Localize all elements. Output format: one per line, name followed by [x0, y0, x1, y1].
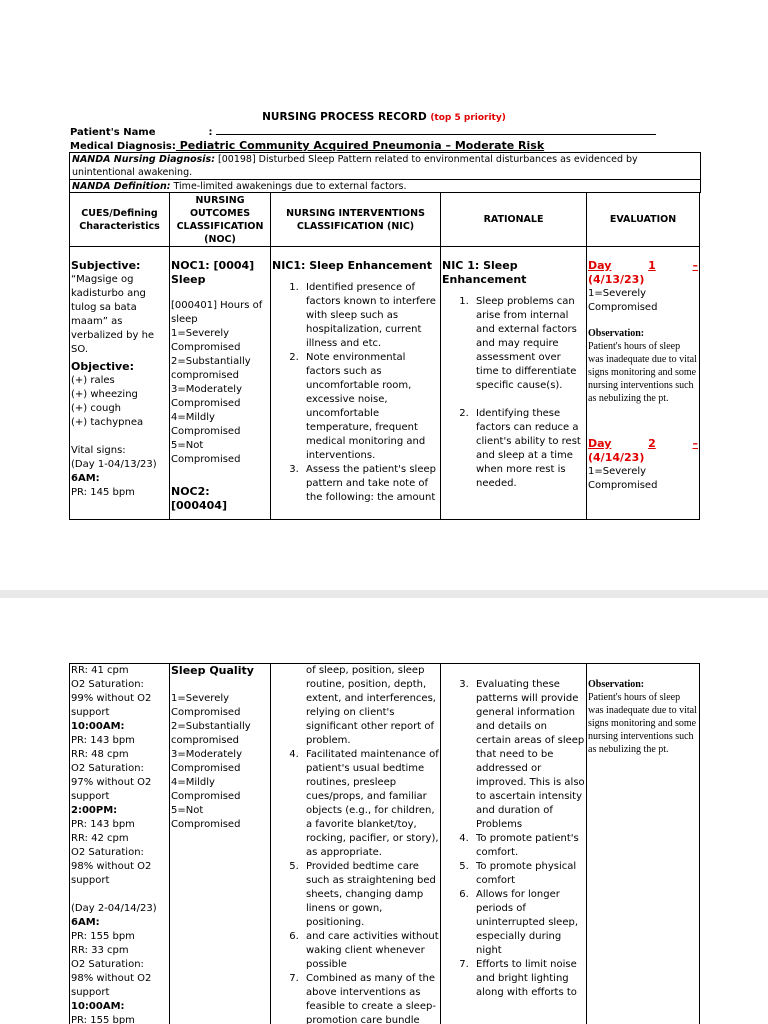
vital-day2: (Day 2-04/14/23): [71, 903, 157, 914]
scale-item: 4=Mildly Compromised: [171, 777, 241, 802]
noc2-title: NOC2: [000404]: [171, 485, 227, 512]
rationale-item: 2. Identifying these factors can reduce a client's ability to rest and sleep at a time when more rest is needed.: [472, 407, 585, 491]
header-nic: NURSING INTERVENTIONS CLASSIFICATION (NIC): [271, 193, 441, 247]
eval-day1-label: [588, 259, 698, 273]
eval-observation-label: Observation:: [588, 328, 645, 339]
vital-signs-label: Vital signs:: [71, 445, 126, 456]
rationale-item: 5. To promote physical comfort: [472, 860, 585, 888]
nic-item: 4. Facilitated maintenance of patient's usual bedtime routines, presleep cues/props, and familiar objects (e.g., for children, a favorite blanket/toy, rocking, pacifier, or story), as appropriate.: [302, 748, 439, 860]
vital-line: RR: 33 cpm: [71, 945, 129, 956]
vital-day1: (Day 1-04/13/23): [71, 459, 157, 470]
scale-item: 1=Severely Compromised: [171, 328, 241, 353]
vital-line: PR: 155 bpm: [71, 1015, 135, 1024]
scale-item: 5=Not Compromised: [171, 440, 241, 465]
vital-line: RR: 41 cpm: [71, 665, 129, 676]
vital-spacer: [71, 888, 168, 902]
nic-list: [272, 748, 439, 1024]
table-body-row: [70, 247, 700, 520]
noc-cell: [170, 664, 271, 1024]
eval-observation-label: Observation:: [588, 679, 645, 690]
vital-line: PR: 143 bpm: [71, 735, 135, 746]
rationale-item: 7. Efforts to limit noise and bright lighting along with efforts to: [472, 958, 585, 1000]
vital-time: 6AM:: [71, 917, 100, 928]
eval-day2-date: (4/14/23): [588, 451, 645, 464]
subjective-label: Subjective:: [71, 259, 141, 272]
scale-item: 5=Not Compromised: [171, 805, 241, 830]
nanda-definition: [70, 179, 700, 193]
rationale-cell: [441, 664, 587, 1024]
vital-line: PR: 155 bpm: [71, 931, 135, 942]
vital-time: 6AM:: [71, 473, 100, 484]
rationale-item: 6. Allows for longer periods of uninterrupted sleep, especially during night: [472, 888, 585, 958]
vital-line: O2 Saturation: 99% without O2 support: [71, 679, 152, 718]
document-title: [0, 111, 768, 123]
header-noc: NURSING OUTCOMES CLASSIFICATION (NOC): [170, 193, 271, 247]
evaluation-cell: [587, 247, 700, 520]
vital-time: 10:00AM:: [71, 721, 125, 732]
patient-name-row: [70, 125, 656, 138]
rationale-list: [442, 295, 585, 491]
rationale-cell: [441, 247, 587, 520]
nic-cell: [271, 247, 441, 520]
objective-item: (+) tachypnea: [71, 417, 144, 428]
objective-item: (+) cough: [71, 403, 121, 414]
table-body-row: [70, 664, 700, 1024]
header-cues: CUES/Defining Characteristics: [70, 193, 170, 247]
title-note: (top 5 priority): [430, 113, 506, 123]
vital-line: O2 Saturation: 98% without O2 support: [71, 959, 152, 998]
eval-day-word: Day: [588, 437, 612, 450]
objective-label: Objective:: [71, 360, 135, 373]
noc2-title: Sleep Quality: [171, 664, 254, 677]
header-rationale: RATIONALE: [441, 193, 587, 247]
header-evaluation: EVALUATION: [587, 193, 700, 247]
scale-item: 3=Moderately Compromised: [171, 384, 242, 409]
vital-line: O2 Saturation: 97% without O2 support: [71, 763, 152, 802]
noc1-title: NOC1: [0004] Sleep: [171, 259, 255, 286]
scale-item: 1=Severely Compromised: [171, 693, 241, 718]
evaluation-cell: [587, 664, 700, 1024]
eval-day-number: 1: [648, 259, 656, 272]
noc-cell: [170, 247, 271, 520]
vital-line: PR: 143 bpm: [71, 819, 135, 830]
rationale-title: NIC 1: Sleep Enhancement: [442, 259, 527, 286]
nic-item: 5. Provided bedtime care such as straightening bed sheets, changing damp linens or gown, positioning.: [302, 860, 439, 930]
eval-day1-rating: 1=Severely Compromised: [588, 288, 658, 313]
nic1-title: NIC1: Sleep Enhancement: [272, 259, 432, 272]
cues-cell: [70, 247, 170, 520]
noc1-scale: [171, 327, 269, 467]
nic-item: 6. and care activities without waking client whenever possible: [302, 930, 439, 972]
nanda-diagnosis-text: [00198] Disturbed Sleep Pattern related to environmental disturbances as evidenced by unintentional awakening.: [72, 154, 638, 178]
nic-item: 1. Identified presence of factors known to interfere with sleep such as hospitalization, current illness and etc.: [302, 281, 439, 351]
scale-item: 4=Mildly Compromised: [171, 412, 241, 437]
table-header-row: [70, 193, 700, 247]
scale-item: 2=Substantially compromised: [171, 356, 251, 381]
eval-observation-text: Patient's hours of sleep was inadequate due to vital signs monitoring and some nursing interventions such as nebulizing the pt.: [588, 692, 697, 755]
scale-item: 2=Substantially compromised: [171, 721, 251, 746]
rationale-item: 1. Sleep problems can arise from internal and external factors and may require assessment over time to differentiate specific cause(s).: [472, 295, 585, 393]
nic-cell: [271, 664, 441, 1024]
rationale-item: 3. Evaluating these patterns will provide general information and details on certain areas of sleep that need to be addressed or improved. This is also to ascertain intensity and duration of Problems: [472, 678, 585, 832]
rationale-item: 4. To promote patient's comfort.: [472, 832, 585, 860]
nic-list: [272, 281, 439, 505]
scale-item: 3=Moderately Compromised: [171, 749, 242, 774]
vital-line: O2 Saturation: 98% without O2 support: [71, 847, 152, 886]
nic-item: 2. Note environmental factors such as uncomfortable room, excessive noise, uncomfortable temperature, frequent medical monitoring and interventions.: [302, 351, 439, 463]
eval-observation-text: Patient's hours of sleep was inadequate due to vital signs monitoring and some nursing interventions such as nebulizing the pt.: [588, 341, 697, 404]
nic-item: 7. Combined as many of the above interventions as feasible to create a sleep-promotion care bundle: [302, 972, 439, 1024]
care-plan-table: [69, 192, 700, 520]
subjective-text: “Magsige og kadisturbo ang tulog sa bata maam” as verbalized by he SO.: [71, 274, 155, 355]
noc1-indicator: [000401] Hours of sleep: [171, 300, 263, 325]
nic-item-continued: of sleep, position, sleep routine, position, depth, extent, and interferences, relying on client's significant other report of problem.: [306, 665, 436, 746]
medical-diagnosis-row: [70, 139, 544, 152]
vital-pr: PR: 145 bpm: [71, 487, 135, 498]
eval-day-word: Day: [588, 259, 612, 272]
medical-diagnosis-label: Medical Diagnosis:: [70, 141, 176, 152]
patient-name-blank: [216, 125, 656, 135]
objective-item: (+) rales: [71, 375, 115, 386]
vital-time: 2:00PM:: [71, 805, 118, 816]
nanda-box: [69, 152, 701, 193]
noc2-scale: [171, 692, 269, 832]
document-page-2: [0, 598, 768, 1024]
patient-name-label: Patient's Name: [70, 127, 156, 138]
eval-day1-date: (4/13/23): [588, 273, 645, 286]
medical-diagnosis-value: Pediatric Community Acquired Pneumonia – Moderate Risk: [175, 139, 545, 152]
objective-item: (+) wheezing: [71, 389, 138, 400]
eval-day-dash: –: [692, 259, 698, 272]
nanda-diagnosis: [70, 153, 700, 179]
nic-item: 3. Assess the patient's sleep pattern and take note of the following: the amount: [302, 463, 439, 505]
vital-line: RR: 42 cpm: [71, 833, 129, 844]
nanda-definition-label: NANDA Definition:: [72, 181, 171, 192]
eval-day-dash: –: [692, 437, 698, 450]
vital-line: RR: 48 cpm: [71, 749, 129, 760]
rationale-list: [442, 678, 585, 1000]
patient-name-colon: :: [208, 127, 213, 138]
eval-day2-rating: 1=Severely Compromised: [588, 466, 658, 491]
nanda-diagnosis-label: NANDA Nursing Diagnosis:: [72, 154, 215, 165]
eval-day-number: 2: [648, 437, 656, 450]
nanda-definition-text: Time-limited awakenings due to external factors.: [170, 181, 407, 192]
care-plan-table-continued: [69, 663, 700, 1024]
cues-cell: [70, 664, 170, 1024]
eval-day2-label: [588, 437, 698, 451]
vital-time: 10:00AM:: [71, 1001, 125, 1012]
title-text: NURSING PROCESS RECORD: [262, 111, 427, 123]
objective-list: [71, 374, 168, 430]
